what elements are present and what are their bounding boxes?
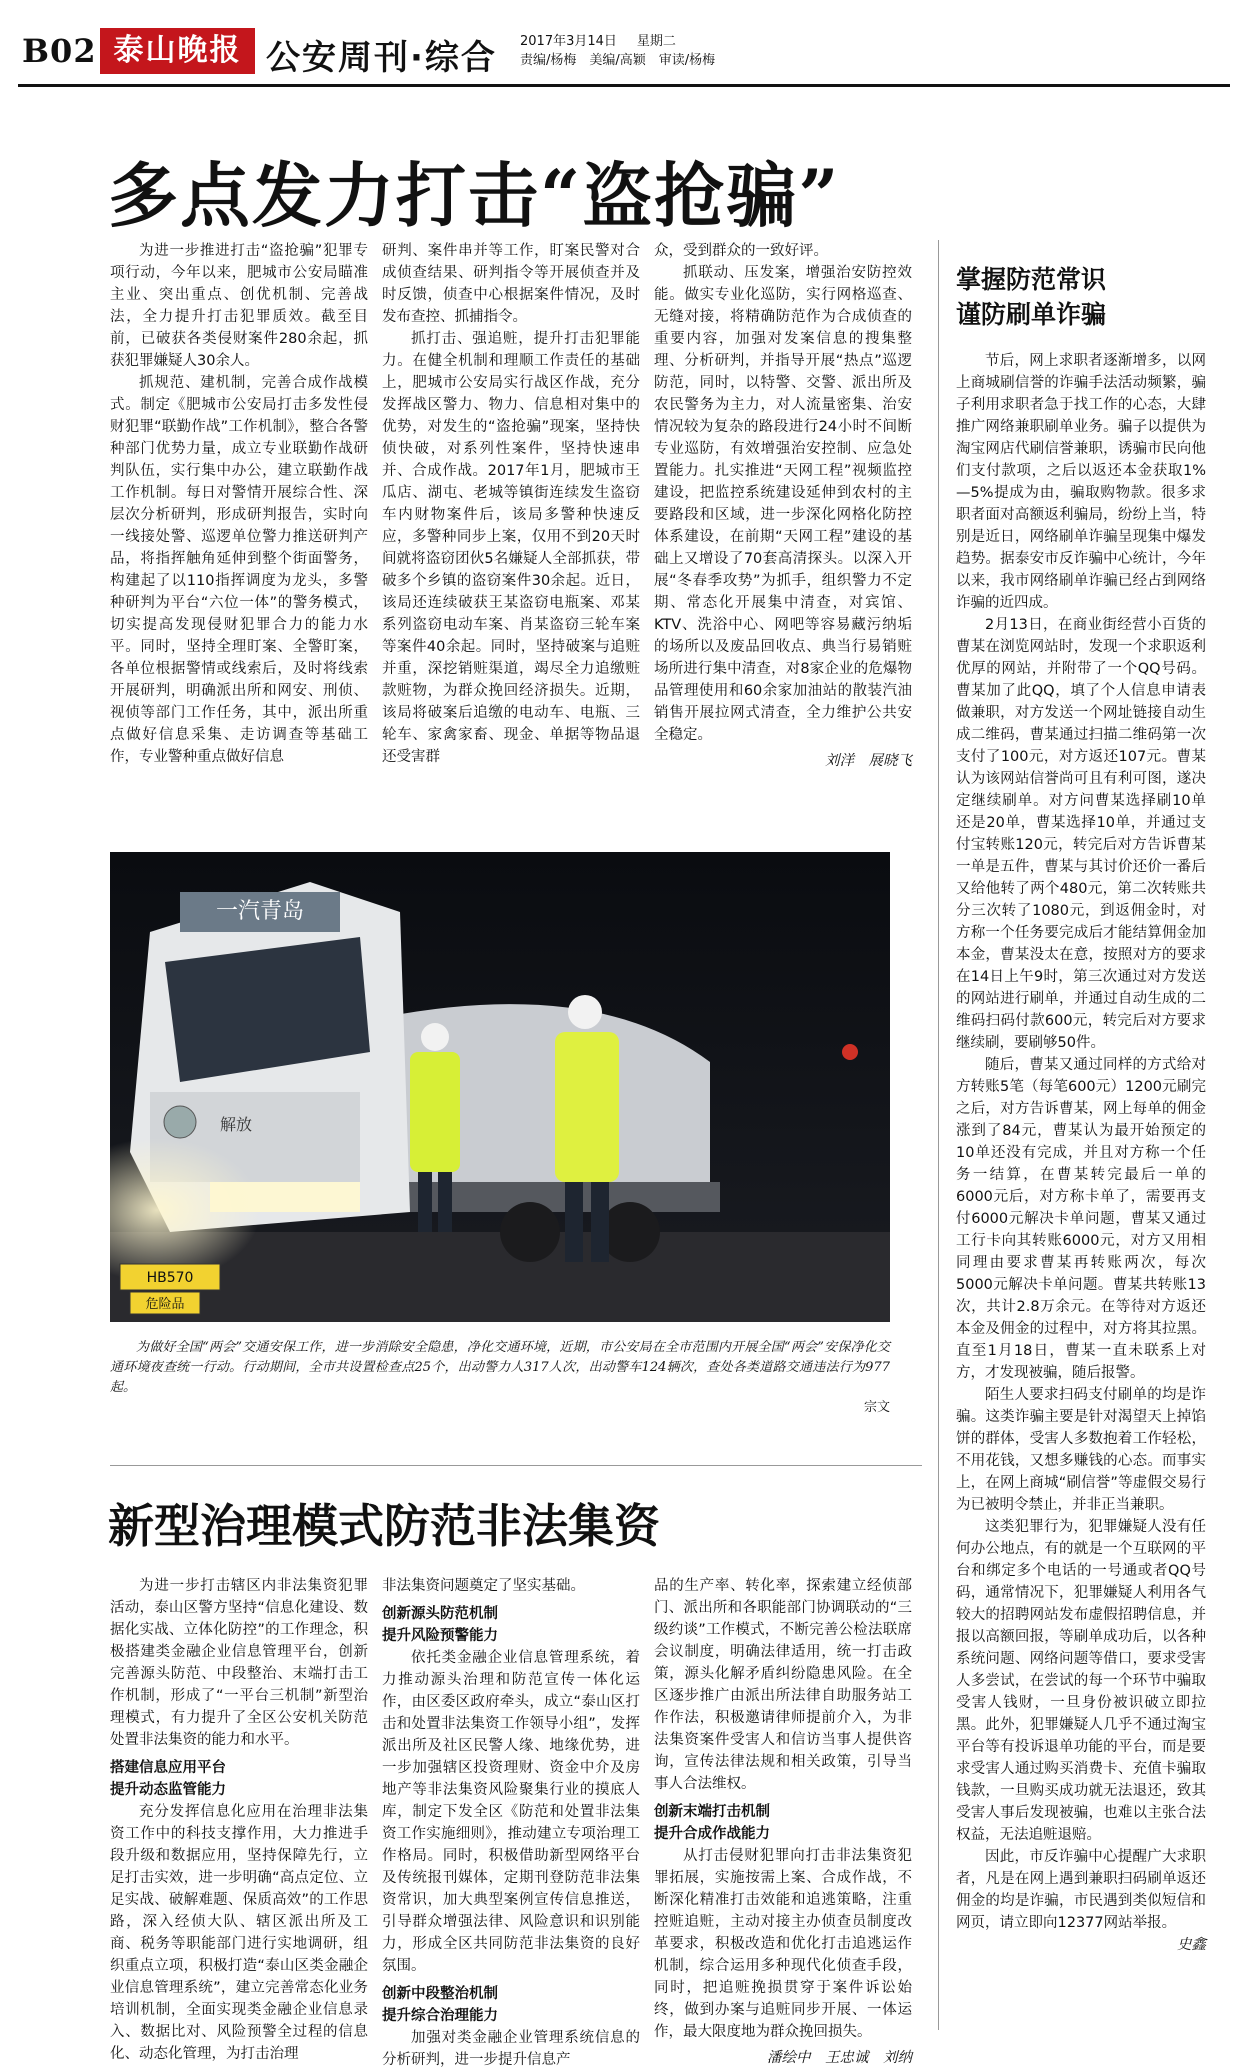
truck-cab-label: 一汽青岛 <box>215 899 305 924</box>
article1-paragraph: 抓联动、压发案，增强治安防控效能。做实专业化巡防，实行网格巡查、无缝对接，将精确防范作为合成侦查的重要内容，加强对发案信息的搜集整理、分析研判，并指导开展“热点”巡逻防范，同时，以特警、交警、派出所及农民警务为主力，对人流量密集、治安情况较为复杂的路段进行24小时不间断专业巡防，有效增强治安控制、应急处置能力。扎实推进“天网工程”视频监控建设，把监控系统建设延伸到农村的主要路段和区域，进一步深化网格化防控体系建设，在前期“天网工程”建设的基础上又增设了70套高清探头。以深入开展“冬春季攻势”为抓手，组织警力不定期、常态化开展集中清查，对宾馆、KTV、洗浴中心、网吧等容易藏污纳垢的场所以及废品回收点、典当行易销赃场所进行集中清查，对8家企业的危爆物品管理使用和60余家加油站的散装汽油销售开展拉网式清查，全力维护公共安全稳定。 <box>654 265 912 743</box>
article2-paragraph: 非法集资问题奠定了坚实基础。 <box>382 1578 585 1594</box>
article1-paragraph: 研判、案件串并等工作，盯案民警对合成侦查结果、研判指令等开展侦查并及时反馈，侦查中心根据案件情况，及时发布查控、抓捕指令。 <box>382 243 640 325</box>
article1-column-2 <box>382 240 640 810</box>
section-title: 公安周刊·综合 <box>266 38 497 78</box>
license-plate: HB570 <box>146 1270 194 1286</box>
article2-subhead: 搭建信息应用平台 <box>110 1760 226 1776</box>
article2-subhead: 提升动态监管能力 <box>110 1782 226 1798</box>
article2-subhead: 创新中段整治机制 <box>382 1986 498 2002</box>
article1-paragraph: 抓规范、建机制，完善合成作战模式。制定《肥城市公安局打击多发性侵财犯罪“联勤作战”工作机制》，整合各警种部门优势力量，成立专业联勤作战研判队伍，实行集中办公，建立联勤作战工作机制。每日对警情开展综合性、深层次分析研判，形成研判报告，实时向一线接处警、巡逻单位警力推送研判产品，将指挥触角延伸到整个街面警务，构建起了以110指挥调度为龙头，多警种研判为平台“六位一体”的警务模式，切实提高发现侵财犯罪合力的能力水平。同时，坚持全理盯案、全警盯案，各单位根据警情或线索后，及时将线索开展研判，明确派出所和网安、刑侦、视侦等部门工作任务，其中，派出所重点做好信息采集、走访调查等基础工作，专业警种重点做好信息 <box>110 375 368 765</box>
sidebar-paragraph: 陌生人要求扫码支付刷单的均是诈骗。这类诈骗主要是针对渴望天上掉馅饼的群体，受害人多数抱着工作轻松，不用花钱，又想多赚钱的心态。而事实上，在网上商城“刷信誉”等虚假交易行为已被明令禁止，并非正当兼职。 <box>956 1387 1206 1513</box>
section-rule <box>110 1465 922 1466</box>
article2-paragraph: 为进一步打击辖区内非法集资犯罪活动，泰山区警方坚持“信息化建设、数据化实战、立体化防控”的工作理念，积极搭建类金融企业信息管理平台，创新完善源头防范、中段整治、末端打击工作机制，形成了“一平台三机制”新型治理模式，有力提升了全区公安机关防范处置非法集资的能力和水平。 <box>110 1578 368 1748</box>
article2-paragraph: 品的生产率、转化率，探索建立经侦部门、派出所和各职能部门协调联动的“三级约谈”工作模式，不断完善公检法联席会议制度，明确法律适用，统一打击政策，源头化解矛盾纠纷隐患风险。在全区逐步推广由派出所法律自助服务站工作作法，积极邀请律师提前介入，为非法集资案件受害人和信访当事人提供咨询，宣传法律法规和相关政策，引导当事人合法维权。 <box>654 1578 912 1792</box>
paper-logo: 泰山晚报 <box>100 28 255 74</box>
sidebar-headline-line2: 谨防刷单诈骗 <box>956 300 1107 329</box>
night-checkpoint-photo <box>110 852 890 1322</box>
sidebar-paragraph: 随后，曹某又通过同样的方式给对方转账5笔（每笔600元）1200元刷完之后，对方告诉曹某，网上每单的佣金涨到了84元，曹某认为最开始预定的10单还没有完成，并且对方称一个任务一结算，在曹某转完最后一单的6000元后，对方称卡单了，需要再支付6000元解决卡单问题，曹某又通过工行卡向其转账6000元，对方又用相同理由要求曹某再转账两次，每次5000元解决卡单问题。曹某共转账13次，共计2.8万余元。在等待对方返还本金及佣金的过程中，对方将其拉黑。直至1月18日，曹某一直未联系上对方，才发现被骗，随后报警。 <box>956 1057 1206 1381</box>
issue-weekday: 星期二 <box>636 34 676 49</box>
issue-date: 2017年3月14日 <box>520 34 617 49</box>
article1-paragraph: 抓打击、强追赃，提升打击犯罪能力。在健全机制和理顺工作责任的基础上，肥城市公安局实行战区作战，充分发挥战区警力、物力、信息相对集中的优势，对发生的“盗抢骗”现案，坚持快侦快破，对系列性案件，坚持快速串并、合成作战。2017年1月，肥城市王瓜店、湖屯、老城等镇街连续发生盗窃车内财物案件后，该局多警种快速反应，多警种同步上案，仅用不到20天时间就将盗窃团伙5名嫌疑人全部抓获，带破多个乡镇的盗窃案件30余起。近日，该局还连续破获王某盗窃电瓶案、邓某系列盗窃电动车案、肖某盗窃三轮车案等案件40余起。同时，坚持破案与追赃并重，深挖销赃渠道，竭尽全力追缴赃款赃物，为群众挽回经济损失。近期，该局将破案后追缴的电动车、电瓶、三轮车、家禽家畜、现金、单据等物品退还受害群 <box>382 331 640 765</box>
editor-credits: 责编/杨梅 美编/高颖 审读/杨梅 <box>520 53 716 68</box>
news-photo-traffic-check <box>110 852 890 1322</box>
article2-column-2 <box>382 1575 640 2068</box>
sidebar-headline <box>956 262 1206 332</box>
article2-paragraph: 充分发挥信息化应用在治理非法集资工作中的科技支撑作用，大力推进手段升级和数据应用，坚持保障先行，立足打击实效，进一步明确“高点定位、立足实战、破解难题、保质高效”的工作思路，深入经侦大队、辖区派出所及工商、税务等职能部门进行实地调研，组织重点立项，积极打造“泰山区类金融企业信息管理系统”，建立完善常态化业务培训机制，全面实现类金融企业信息录入、数据比对、风险预警全过程的信息化、动态化管理，为打击治理 <box>110 1804 368 2062</box>
sidebar-paragraph: 这类犯罪行为，犯罪嫌疑人没有任何办公地点，有的就是一个互联网的平台和绑定多个电话的一号通或者QQ号码，通常情况下，犯罪嫌疑人利用各气较大的招聘网站发布虚假招聘信息，并报以高额回报，等刷单成功后，以各种系统问题、网络问题等借口，要求受害人多尝试，在尝试的每一个环节中骗取受害人钱财，一旦身份被识破立即拉黑。此外，犯罪嫌疑人几乎不通过淘宝平台等有投诉退单功能的平台，而是要求受害人通过购买消费卡、充值卡骗取钱款，一旦购买成功就无法退还，致其受害人事后发现被骗，也难以主张合法权益，无法追赃退赔。 <box>956 1519 1206 1843</box>
column-divider <box>938 240 939 2030</box>
sidebar-paragraph: 2月13日，在商业街经营小百货的曹某在浏览网站时，发现一个求职返利优厚的网站，并附带了一个QQ号码。曹某加了此QQ，填了个人信息申请表做兼职，对方发送一个网址链接自动生成二维码，曹某通过扫描二维码第一次支付了100元，对方返还107元。曹某认为该网站信誉尚可且有利可图，遂决定继续刷单。对方问曹某选择刷10单还是20单，曹某选择10单，并通过支付宝转账120元，转完后对方告诉曹某一单是五件，曹某与其讨价还价一番后又给他转了两个480元，第二次转账共分三次转了1080元，到返佣金时，对方称一个任务要完成后才能结算佣金加本金，曹某没太在意，按照对方的要求在14日上午9时，第三次通过对方发送的网站进行刷单，并通过自动生成的二维码扫码付款600元，转完后对方要求继续刷，要刷够50件。 <box>956 617 1206 1051</box>
article1-byline: 刘洋 展晓飞 <box>825 753 912 769</box>
article2-subhead: 创新末端打击机制 <box>654 1804 770 1820</box>
article2-column-3 <box>654 1575 912 2066</box>
article1-column-1 <box>110 240 368 810</box>
masthead <box>0 28 1240 80</box>
sidebar-body <box>956 350 1206 2020</box>
article2-subhead: 创新源头防范机制 <box>382 1606 498 1622</box>
sidebar-paragraph: 因此，市反诈骗中心提醒广大求职者，凡是在网上遇到兼职扫码刷单返还佣金的均是诈骗，市民遇到类似短信和网页，请立即向12377网站举报。 <box>956 1849 1206 1931</box>
sidebar-paragraph: 节后，网上求职者逐渐增多，以网上商城刷信誉的诈骗手法活动频繁，骗子利用求职者急于找工作的心态，大肆推广网络兼职刷单业务。骗子以提供为淘宝网店代刷信誉兼职，诱骗市民向他们支付款项，之后以返还本金获取1%—5%提成为由，骗取购物款。很多求职者面对高额返利骗局，纷纷上当，特别是近日，网络刷单诈骗呈现集中爆发趋势。据泰安市反诈骗中心统计，今年以来，我市网络刷单诈骗已经占到网络诈骗的近四成。 <box>956 353 1206 611</box>
page-number: B02 <box>22 32 97 70</box>
article1-paragraph: 为进一步推进打击“盗抢骗”犯罪专项行动，今年以来，肥城市公安局瞄准主业、突出重点、创优机制、完善战法，全力提升打击犯罪质效。截至目前，已破获各类侵财案件280余起，抓获犯罪嫌疑人30余人。 <box>110 243 368 369</box>
article2-byline: 潘绘中 王忠诚 刘纳 <box>767 2050 912 2066</box>
article1-paragraph: 众，受到群众的一致好评。 <box>654 243 828 259</box>
article2-paragraph: 依托类金融企业信息管理系统，着力推动源头治理和防范宣传一体化运作，由区委区政府牵头，成立“泰山区打击和处置非法集资工作领导小组”，发挥派出所及社区民警人缘、地缘优势，进一步加强辖区投资理财、资金中介及房地产等非法集资风险聚集行业的摸底人库，制定下发全区《防范和处置非法集资工作实施细则》，推动建立专项治理工作格局。同时，积极借助新型网络平台及传统报刊媒体，定期刊登防范非法集资常识，加大典型案例宣传信息推送，引导群众增强法律、风险意识和识别能力，形成全区共同防范非法集资的良好氛围。 <box>382 1650 640 1974</box>
article2-headline: 新型治理模式防范非法集资 <box>108 1499 660 1553</box>
issue-meta <box>520 32 715 70</box>
caption-text: 为做好全国“两会”交通安保工作，进一步消除安全隐患，净化交通环境，近期，市公安局在全市范围内开展全国“两会”安保净化交通环境夜查统一行动。行动期间，全市共设置检查点25个，出动警力人317人次，出动警车124辆次，查处各类道路交通违法行为977起。 <box>110 1340 890 1395</box>
photo-credit: 宗文 <box>863 1400 890 1415</box>
masthead-rule <box>18 84 1230 87</box>
article1-headline: 多点发力打击“盗抢骗” <box>108 154 841 237</box>
article2-paragraph: 从打击侵财犯罪向打击非法集资犯罪拓展，实施按需上案、合成作战，不断深化精准打击效能和追逃策略，注重控赃追赃，主动对接主办侦查员制度改革要求，积极改造和优化打击追逃运作机制，综合运用多种现代化侦查手段，同时，把追赃挽损贯穿于案件诉讼始终，做到办案与追赃同步开展、一体运作，最大限度地为群众挽回损失。 <box>654 1848 912 2040</box>
photo-caption <box>110 1338 890 1418</box>
article2-paragraph: 加强对类金融企业管理系统信息的分析研判，进一步提升信息产 <box>382 2030 640 2068</box>
article2-column-1 <box>110 1575 368 2062</box>
article2-subhead: 提升综合治理能力 <box>382 2008 498 2024</box>
article2-subhead: 提升风险预警能力 <box>382 1628 498 1644</box>
sidebar-byline: 史鑫 <box>1177 1937 1206 1953</box>
article1-column-3 <box>654 240 912 810</box>
sidebar-headline-line1: 掌握防范常识 <box>956 265 1107 294</box>
hazmat-tag: 危险品 <box>145 1297 185 1312</box>
article2-subhead: 提升合成作战能力 <box>654 1826 770 1842</box>
